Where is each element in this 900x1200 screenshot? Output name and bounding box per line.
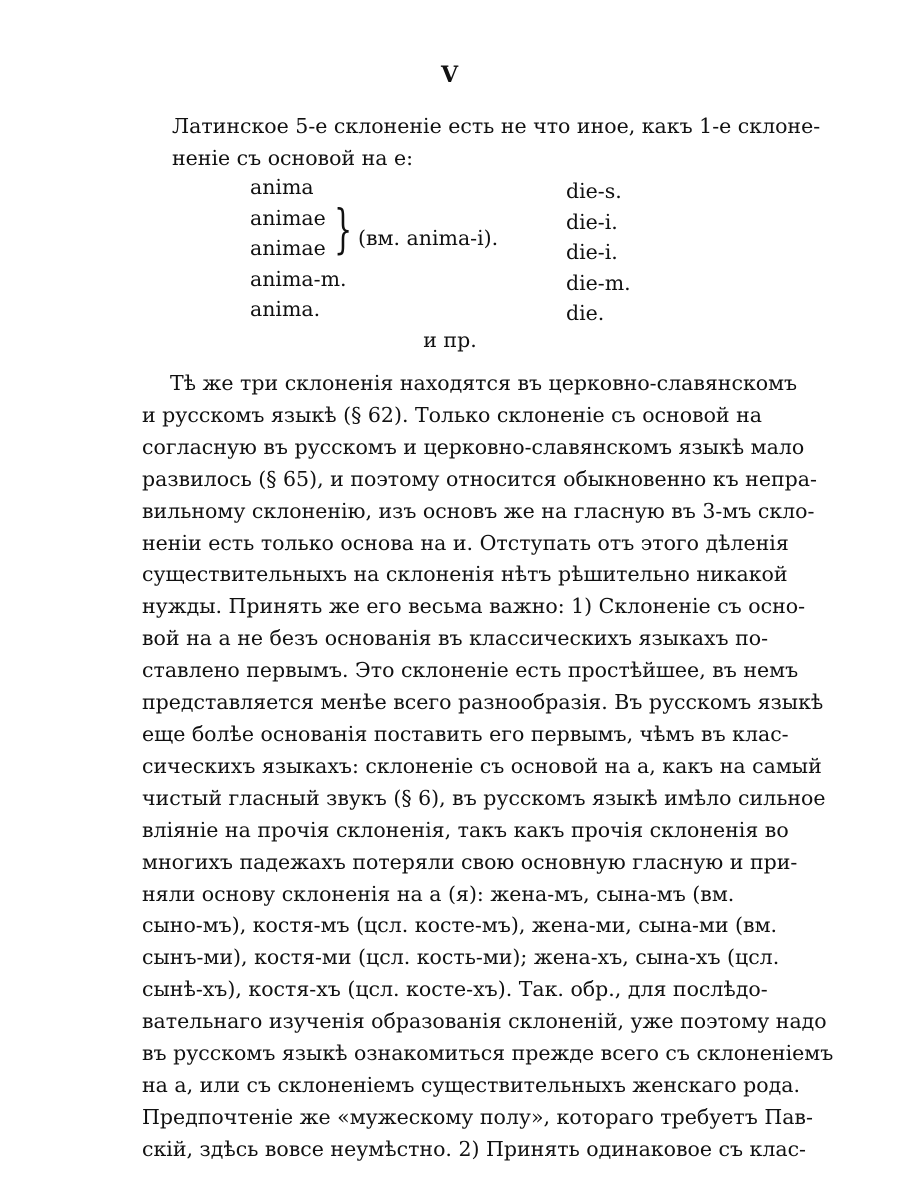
paradigm-form: die-m. [566, 270, 631, 295]
text-line: въ русскомъ языкѣ ознакомиться прежде всего съ склоненіемъ [142, 1041, 834, 1066]
paradigm-trailer: и пр. [423, 328, 477, 352]
paradigm-latin-anima [250, 172, 347, 325]
brace-note: (вм. anima-i). [358, 226, 499, 250]
text-line: и русскомъ языкѣ (§ 62). Только склоненіе съ основой на [142, 402, 762, 427]
text-line: нужды. Принять же его весьма важно: 1) Склоненіе съ осно- [142, 594, 805, 619]
text-line: чистый гласный звукъ (§ 6), въ русскомъ языкѣ имѣло сильное [142, 785, 826, 810]
main-paragraph [142, 368, 834, 1166]
paradigm-form: animae [250, 205, 326, 230]
text-line: вліяніе на прочія склоненія, такъ какъ прочія склоненія во [142, 817, 789, 842]
text-line: сыно-мъ), костя-мъ (цсл. косте-мъ), жена-ми, сына-ми (вм. [142, 913, 778, 938]
intro-line: Латинское 5-е склоненіе есть не что иное, какъ 1-е склонe- [172, 114, 821, 138]
text-line: неніи есть только основа на и. Отступать отъ этого дѣленія [142, 530, 789, 555]
text-line: сическихъ языкахъ: склоненіе съ основой на а, какъ на самый [142, 753, 822, 778]
text-line: существительныхъ на склоненія нѣтъ рѣшительно никакой [142, 562, 788, 587]
paradigm-form: anima. [250, 297, 321, 321]
text-line: согласную въ русскомъ и церковно-славянскомъ языкѣ мало [142, 434, 805, 459]
text-line: Тѣ же три склоненія находятся въ церковно-славянскомъ [170, 371, 798, 395]
paradigm-form: animae [250, 236, 326, 260]
paradigm-form: anima-m. [250, 266, 347, 291]
paradigm-form: anima [250, 175, 314, 199]
paradigm-latin-dies [566, 176, 631, 329]
paradigm-form: die-i. [566, 240, 618, 264]
intro-paragraph [172, 110, 821, 174]
text-line: няли основу склоненія на а (я): жена-мъ, сына-мъ (вм. [142, 881, 735, 906]
intro-line: неніе съ основой на е: [172, 146, 414, 170]
text-line: вой на а не безъ основанія въ классическихъ языкахъ по- [142, 626, 769, 651]
text-line: сынѣ-хъ), костя-хъ (цсл. косте-хъ). Так. обр., для послѣдо- [142, 977, 768, 1002]
text-line: еще болѣе основанія поставить его первымъ, чѣмъ въ клас- [142, 721, 789, 746]
text-line: представляется менѣе всего разнообразія. Въ русскомъ языкѣ [142, 690, 824, 715]
text-line: на а, или съ склоненіемъ существительныхъ женскаго рода. [142, 1072, 800, 1097]
text-line: вательнаго изученія образованія склоненій, уже поэтому надо [142, 1009, 827, 1034]
text-line: вильному склоненію, изъ основъ же на гласную въ 3-мъ скло- [142, 498, 815, 523]
paradigm-form: die. [566, 301, 605, 325]
paradigm-form: die-i. [566, 209, 618, 234]
text-line: ставлено первымъ. Это склоненіе есть простѣйшее, въ немъ [142, 658, 799, 683]
text-line: развилось (§ 65), и поэтому относится обыкновенно къ непра- [142, 466, 817, 491]
paradigm-form: die-s. [566, 179, 622, 203]
page-number: V [440, 62, 460, 88]
curly-brace: } [334, 200, 353, 260]
text-line: Предпочтеніе же «мужескому полу», котораго требуетъ Пав- [142, 1104, 813, 1129]
text-line: многихъ падежахъ потеряли свою основную гласную и при- [142, 849, 798, 874]
text-line: сынъ-ми), костя-ми (цсл. кость-ми); жена-хъ, сына-хъ (цсл. [142, 945, 780, 970]
text-line: скій, здѣсь вовсе неумѣстно. 2) Принять одинаковое съ клас- [142, 1136, 806, 1161]
